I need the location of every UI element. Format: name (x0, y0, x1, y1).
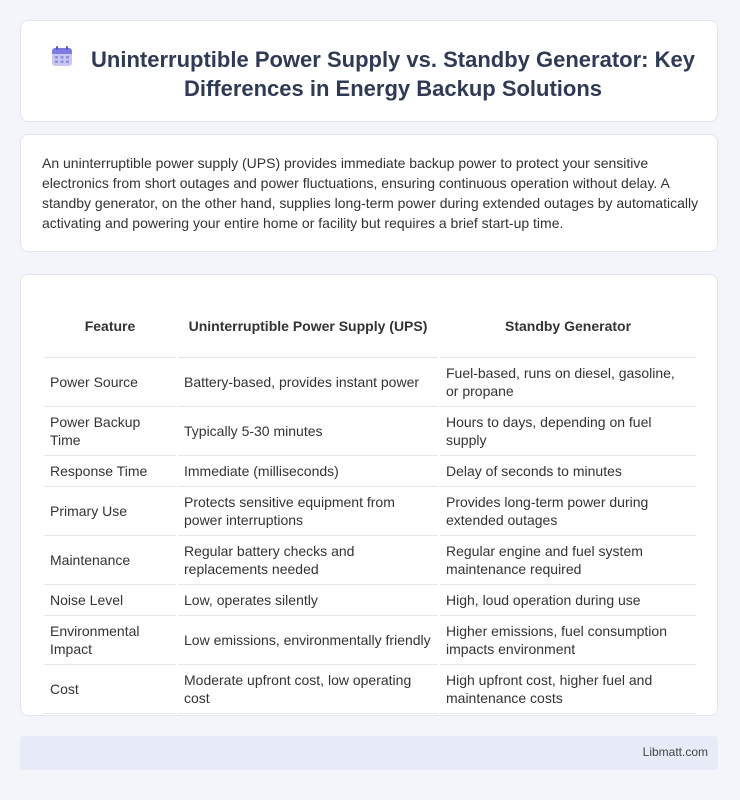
title-card (20, 20, 718, 122)
intro-paragraph: An uninterruptible power supply (UPS) provides immediate backup power to protect your sensitive electronics from short outages and power fluctuations, ensuring continuous operation without delay. A standby generator, on the other hand, supplies long-term power during extended outages by automatically activating and powering your entire home or facility but requires a brief start-up time. (42, 155, 699, 231)
table-row (44, 487, 696, 536)
cell-generator: Regular engine and fuel system maintenance required (440, 536, 696, 585)
footer-brand[interactable]: Libmatt.com (642, 745, 708, 759)
cell-feature: Response Time (44, 456, 176, 487)
cell-generator: Delay of seconds to minutes (440, 456, 696, 487)
cell-ups: Immediate (milliseconds) (178, 456, 438, 487)
cell-ups: Low, operates silently (178, 585, 438, 616)
intro-card (20, 134, 718, 252)
table-row (44, 456, 696, 487)
comparison-table (42, 295, 698, 714)
cell-feature: Maintenance (44, 536, 176, 585)
cell-ups: Battery-based, provides instant power (178, 358, 438, 407)
cell-ups: Moderate upfront cost, low operating cost (178, 665, 438, 714)
cell-feature: Noise Level (44, 585, 176, 616)
cell-feature: Primary Use (44, 487, 176, 536)
cell-generator: Higher emissions, fuel consumption impacts environment (440, 616, 696, 665)
header-ups: Uninterruptible Power Supply (UPS) (178, 295, 438, 358)
cell-feature: Cost (44, 665, 176, 714)
cell-generator: High, loud operation during use (440, 585, 696, 616)
cell-generator: Provides long-term power during extended outages (440, 487, 696, 536)
cell-generator: High upfront cost, higher fuel and maintenance costs (440, 665, 696, 714)
cell-feature: Environmental Impact (44, 616, 176, 665)
table-row (44, 407, 696, 456)
cell-feature: Power Backup Time (44, 407, 176, 456)
table-row (44, 358, 696, 407)
comparison-card (20, 274, 718, 716)
header-generator: Standby Generator (440, 295, 696, 358)
table-row (44, 536, 696, 585)
cell-ups: Low emissions, environmentally friendly (178, 616, 438, 665)
table-row (44, 585, 696, 616)
header-feature: Feature (44, 295, 176, 358)
cell-ups: Regular battery checks and replacements needed (178, 536, 438, 585)
page-title: Uninterruptible Power Supply vs. Standby Generator: Key Differences in Energy Backup Solutions (91, 47, 695, 101)
cell-generator: Hours to days, depending on fuel supply (440, 407, 696, 456)
cell-ups: Protects sensitive equipment from power interruptions (178, 487, 438, 536)
cell-ups: Typically 5-30 minutes (178, 407, 438, 456)
table-row (44, 616, 696, 665)
table-row (44, 665, 696, 714)
table-header-row (44, 295, 696, 358)
cell-generator: Fuel-based, runs on diesel, gasoline, or propane (440, 358, 696, 407)
footer-bar (20, 736, 718, 770)
cell-feature: Power Source (44, 358, 176, 407)
